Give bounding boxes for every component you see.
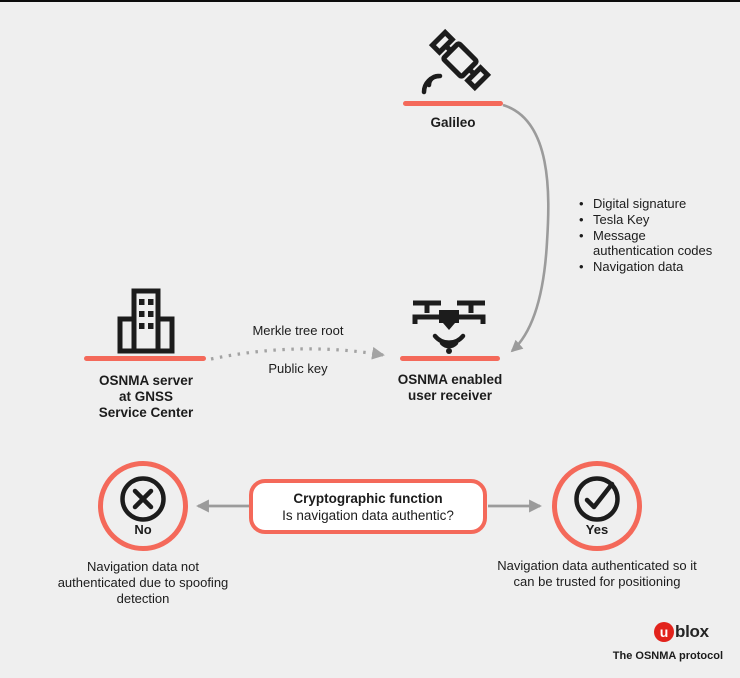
server-building-icon [110,287,182,357]
no-outcome-circle [98,461,188,551]
server-label [66,373,226,421]
public-key-label: Public key [268,361,328,376]
check-icon [571,473,623,525]
receiver-underline [400,356,500,361]
payload-item: • Digital signature [578,196,730,212]
merkle-tree-root-label: Merkle tree root [252,323,344,338]
decision-title: Cryptographic function [293,490,443,506]
server-to-receiver-dotted-arrow [211,349,383,359]
yes-outcome-circle [552,461,642,551]
payload-list [578,196,730,275]
server-label-line: OSNMA server [98,373,194,388]
no-description: Navigation data not authenticated due to spoofing detection [57,559,229,606]
galileo-label: Galileo [430,115,476,130]
server-label-line: Service Center [98,405,194,420]
receiver-drone-icon [404,296,494,356]
cryptographic-function-box [249,479,487,534]
decision-question: Is navigation data authentic? [282,507,454,523]
receiver-label-line: OSNMA enabled [397,372,503,387]
payload-item: • Tesla Key [578,212,730,228]
no-label: No [134,522,152,537]
receiver-label-line: user receiver [407,388,493,403]
yes-label: Yes [585,522,609,537]
server-underline [84,356,206,361]
ublox-logo-text: blox [675,622,709,641]
cross-icon [117,473,169,525]
payload-item: • Navigation data [578,259,730,275]
satellite-icon [414,24,498,102]
galileo-underline [403,101,503,106]
server-label-line: at GNSS [118,389,173,404]
receiver-label [385,372,515,404]
galileo-to-receiver-arrow [503,105,548,351]
ublox-logo-mark: u [654,622,674,642]
ublox-logo [654,622,709,642]
yes-description: Navigation data authenticated so it can be trusted for positioning [497,558,697,589]
footer-caption: The OSNMA protocol [612,650,723,662]
payload-item: • Message authentication codes [578,228,730,260]
